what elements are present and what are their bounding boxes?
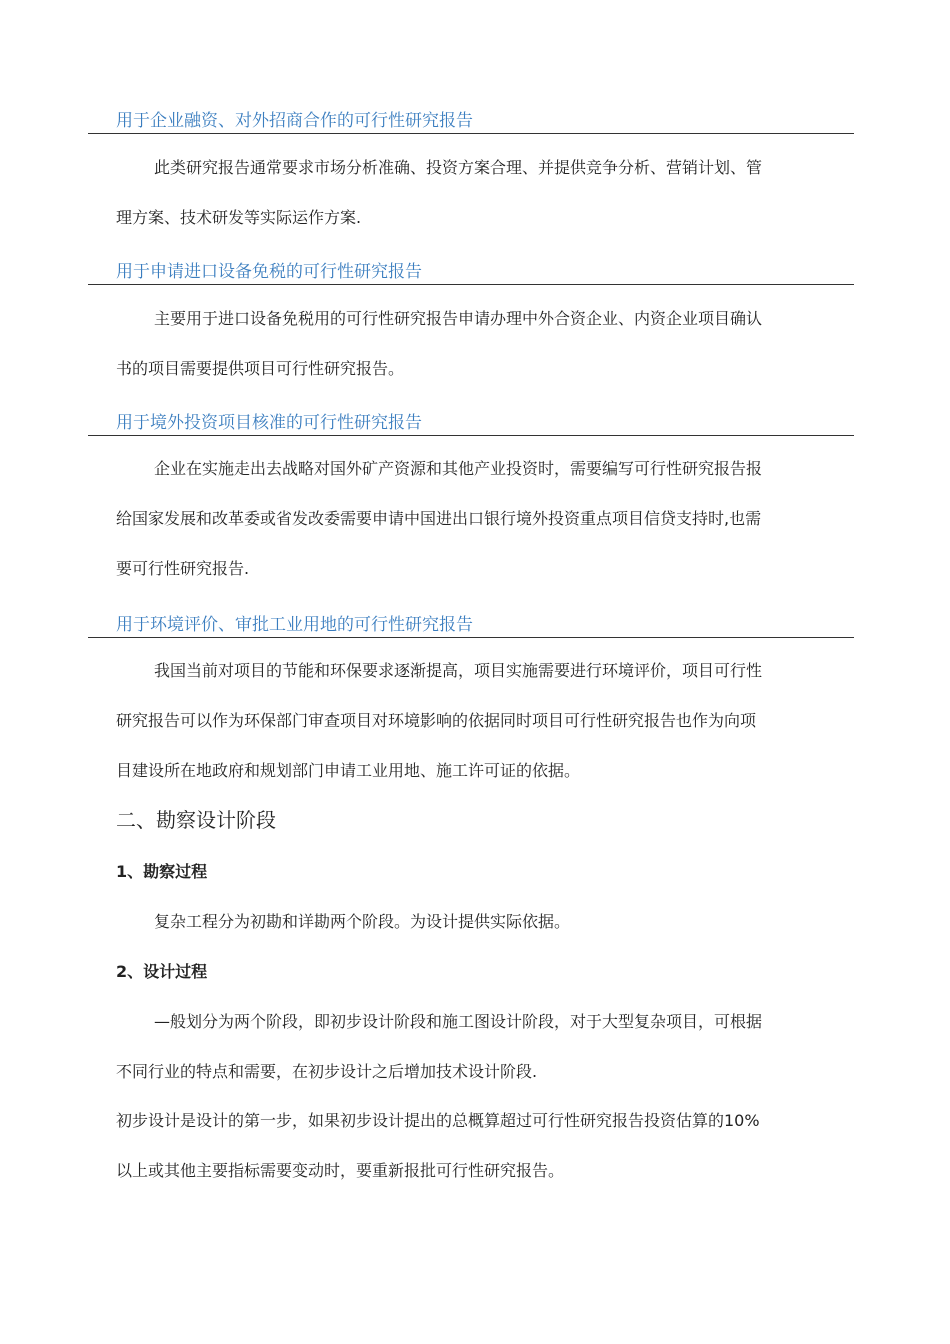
paragraph-line: 主要用于进口设备免税用的可行性研究报告申请办理中外合资企业、内资企业项目确认 (154, 309, 763, 328)
paragraph-line: 以上或其他主要指标需要变动时，要重新报批可行性研究报告。 (116, 1161, 565, 1180)
section-body-import-tax (116, 294, 850, 394)
paragraph-line: 初步设计是设计的第一步，如果初步设计提出的总概算超过可行性研究报告投资估算的10% (116, 1111, 760, 1130)
paragraph-line: 书的项目需要提供项目可行性研究报告。 (116, 359, 405, 378)
section-body-financing (116, 143, 850, 243)
paragraph-line: 理方案、技术研发等实际运作方案. (116, 208, 362, 227)
section-body-environment (116, 646, 850, 796)
paragraph-line: 复杂工程分为初勘和详勘两个阶段。为设计提供实际依据。 (154, 912, 571, 931)
chapter-title: 二、勘察设计阶段 (116, 808, 276, 832)
subsection-body-survey (116, 897, 850, 947)
paragraph-line: 要可行性研究报告. (116, 559, 250, 578)
subsection-body-design (116, 997, 850, 1097)
subsection-title-design: 2、设计过程 (116, 962, 208, 981)
section-body-overseas-investment (116, 444, 850, 594)
paragraph-line: 给国家发展和改革委或省发改委需要申请中国进出口银行境外投资重点项目信贷支持时,也需 (116, 509, 762, 528)
paragraph-line: 我国当前对项目的节能和环保要求逐渐提高，项目实施需要进行环境评价，项目可行性 (154, 661, 763, 680)
paragraph-line: 不同行业的特点和需要，在初步设计之后增加技术设计阶段. (116, 1062, 538, 1081)
paragraph-line: 目建设所在地政府和规划部门申请工业用地、施工许可证的依据。 (116, 761, 581, 780)
section-heading-import-tax: 用于申请进口设备免税的可行性研究报告 (88, 261, 854, 285)
section-heading-financing: 用于企业融资、对外招商合作的可行性研究报告 (88, 110, 854, 134)
section-heading-overseas-investment: 用于境外投资项目核准的可行性研究报告 (88, 412, 854, 436)
paragraph-line: 企业在实施走出去战略对国外矿产资源和其他产业投资时，需要编写可行性研究报告报 (154, 459, 763, 478)
paragraph-line: 此类研究报告通常要求市场分析准确、投资方案合理、并提供竞争分析、营销计划、管 (154, 158, 763, 177)
subsection-title-survey: 1、勘察过程 (116, 862, 208, 881)
paragraph-line: 研究报告可以作为环保部门审查项目对环境影响的依据同时项目可行性研究报告也作为向项 (116, 711, 757, 730)
closing-paragraph (116, 1096, 850, 1196)
section-heading-environment: 用于环境评价、审批工业用地的可行性研究报告 (88, 614, 854, 638)
paragraph-line: —般划分为两个阶段，即初步设计阶段和施工图设计阶段，对于大型复杂项目，可根据 (154, 1012, 763, 1031)
